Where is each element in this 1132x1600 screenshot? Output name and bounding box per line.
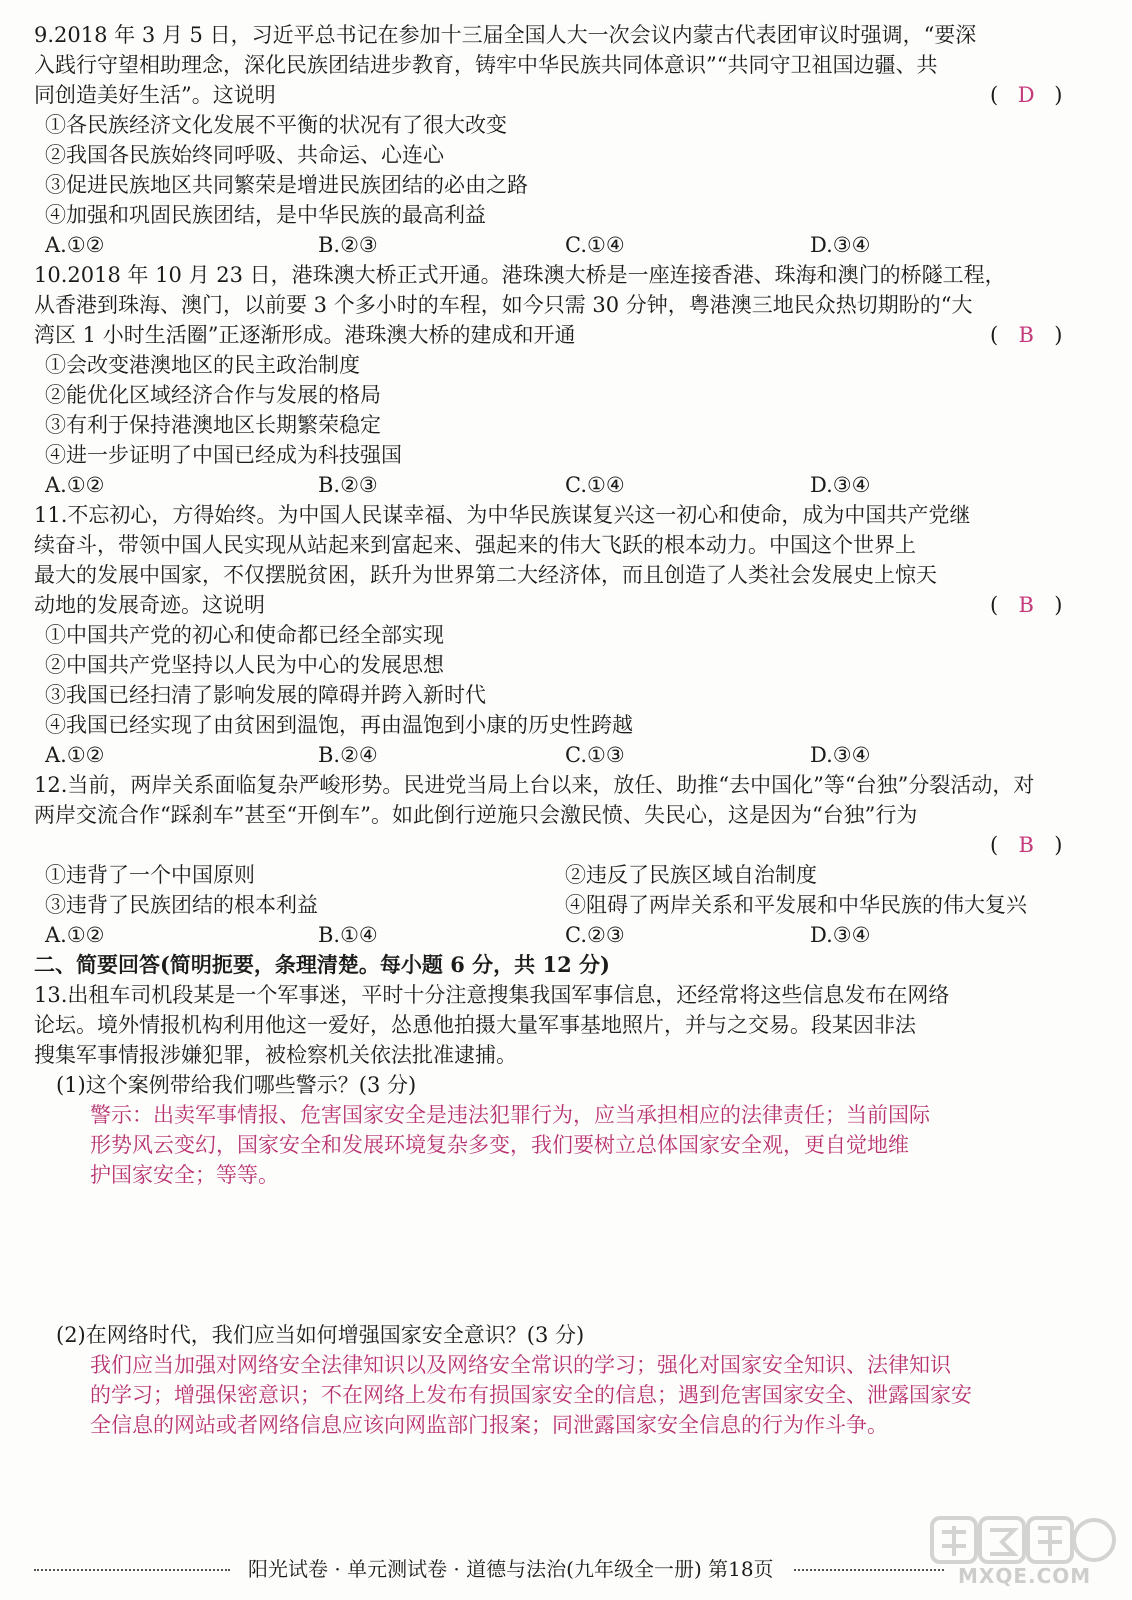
choice-d: D.③④: [810, 923, 871, 947]
q10-stem-line: 从香港到珠海、澳门，以前要 3 个多小时的车程，如今只需 30 分钟，粤港澳三地民众热切期盼的“大: [34, 293, 973, 317]
choice-b: B.②③: [318, 473, 378, 497]
choice-c: C.①③: [565, 743, 625, 767]
q10-option: ②能优化区域经济合作与发展的格局: [45, 383, 381, 407]
choice-b: B.①④: [318, 923, 378, 947]
q10-stem-line: 10.2018 年 10 月 23 日，港珠澳大桥正式开通。港珠澳大桥是一座连接香港、珠海和澳门的桥隧工程，: [34, 263, 1006, 287]
q13-answer-2-line: 全信息的网站或者网络信息应该向网监部门报案；同泄露国家安全信息的行为作斗争。: [90, 1413, 888, 1437]
choice-c: C.②③: [565, 923, 625, 947]
q10-answer: B: [1018, 323, 1034, 347]
choice-a: A.①②: [45, 743, 105, 767]
q9-option: ②我国各民族始终同呼吸、共命运、心连心: [45, 143, 444, 167]
choice-a: A.①②: [45, 473, 105, 497]
q9-option: ④加强和巩固民族团结，是中华民族的最高利益: [45, 203, 486, 227]
q13-answer-1-line: 护国家安全；等等。: [90, 1163, 279, 1187]
footer-divider: [794, 1569, 944, 1571]
choice-c: C.①④: [565, 233, 625, 257]
q11-option: ①中国共产党的初心和使命都已经全部实现: [45, 623, 444, 647]
q11-answer-bracket: ( B ): [990, 590, 1062, 620]
q12-answer: B: [1018, 833, 1034, 857]
q12-stem-line: 12.当前，两岸关系面临复杂严峻形势。民进党当局上台以来，放任、助推“去中国化”等“台独”分裂活动，对: [34, 773, 1035, 797]
q11-stem-line: 动地的发展奇迹。这说明: [34, 593, 265, 617]
q9-stem-line: 入践行守望相助理念，深化民族团结进步教育，铸牢中华民族共同体意识”“共同守卫祖国边疆、共: [34, 53, 938, 77]
choice-a: A.①②: [45, 923, 105, 947]
q9-option: ③促进民族地区共同繁荣是增进民族团结的必由之路: [45, 173, 528, 197]
q13-answer-1-line: 警示：出卖军事情报、危害国家安全是违法犯罪行为，应当承担相应的法律责任；当前国际: [90, 1103, 930, 1127]
choice-c: C.①④: [565, 473, 625, 497]
q11-option: ④我国已经实现了由贫困到温饱，再由温饱到小康的历史性跨越: [45, 713, 633, 737]
section-heading: 二、简要回答(简明扼要，条理清楚。每小题 6 分，共 12 分): [34, 952, 610, 977]
q13-subquestion-1: (1)这个案例带给我们哪些警示？(3 分): [56, 1073, 417, 1097]
q13-answer-2-line: 的学习；增强保密意识；不在网络上发布有损国家安全的信息；遇到危害国家安全、泄露国家安: [90, 1383, 972, 1407]
choice-b: B.②③: [318, 233, 378, 257]
q9-stem-line: 9.2018 年 3 月 5 日，习近平总书记在参加十三届全国人大一次会议内蒙古代表团审议时强调，“要深: [34, 23, 977, 47]
choice-a: A.①②: [45, 233, 105, 257]
q9-answer: D: [1017, 83, 1035, 107]
watermark-url: MXQE.COM: [958, 1564, 1092, 1588]
q13-stem-line: 论坛。境外情报机构利用他这一爱好，怂恿他拍摄大量军事基地照片，并与之交易。段某因非法: [34, 1013, 916, 1037]
q10-option: ③有利于保持港澳地区长期繁荣稳定: [45, 413, 381, 437]
q13-answer-1-line: 形势风云变幻，国家安全和发展环境复杂多变，我们要树立总体国家安全观，更自觉地维: [90, 1133, 909, 1157]
q9-option: ①各民族经济文化发展不平衡的状况有了很大改变: [45, 113, 507, 137]
q12-option: ②违反了民族区域自治制度: [565, 863, 817, 887]
q10-option: ①会改变港澳地区的民主政治制度: [45, 353, 360, 377]
q11-stem-line: 续奋斗，带领中国人民实现从站起来到富起来、强起来的伟大飞跃的根本动力。中国这个世界上: [34, 533, 916, 557]
q12-option: ③违背了民族团结的根本利益: [45, 893, 318, 917]
choice-d: D.③④: [810, 233, 871, 257]
q13-answer-2-line: 我们应当加强对网络安全法律知识以及网络安全常识的学习；强化对国家安全知识、法律知识: [90, 1353, 951, 1377]
q11-answer: B: [1018, 593, 1034, 617]
q12-option: ①违背了一个中国原则: [45, 863, 255, 887]
q11-stem-line: 11.不忘初心，方得始终。为中国人民谋幸福、为中华民族谋复兴这一初心和使命，成为中国共产党继: [34, 503, 971, 527]
choice-b: B.②④: [318, 743, 378, 767]
q9-answer-bracket: ( D ): [990, 80, 1062, 110]
choice-d: D.③④: [810, 473, 871, 497]
q9-stem-line: 同创造美好生活”。这说明: [34, 83, 276, 107]
q10-option: ④进一步证明了中国已经成为科技强国: [45, 443, 402, 467]
q13-subquestion-2: (2)在网络时代，我们应当如何增强国家安全意识？(3 分): [56, 1323, 585, 1347]
q11-option: ②中国共产党坚持以人民为中心的发展思想: [45, 653, 444, 677]
q12-option: ④阻碍了两岸关系和平发展和中华民族的伟大复兴: [565, 893, 1027, 917]
q10-stem-line: 湾区 1 小时生活圈”正逐渐形成。港珠澳大桥的建成和开通: [34, 323, 576, 347]
q13-stem-line: 13.出租车司机段某是一个军事迷，平时十分注意搜集我国军事信息，还经常将这些信息发布在网络: [34, 983, 950, 1007]
page-footer: [34, 1554, 1104, 1584]
footer-text: 阳光试卷 · 单元测试卷 · 道德与法治(九年级全一册) 第18页: [248, 1557, 774, 1581]
q12-answer-bracket: ( B ): [990, 830, 1062, 860]
q13-stem-line: 搜集军事情报涉嫌犯罪，被检察机关依法批准逮捕。: [34, 1043, 517, 1067]
q10-answer-bracket: ( B ): [990, 320, 1062, 350]
q12-stem-line: 两岸交流合作“踩刹车”甚至“开倒车”。如此倒行逆施只会激民愤、失民心，这是因为“台独”行为: [34, 803, 918, 827]
q11-option: ③我国已经扫清了影响发展的障碍并跨入新时代: [45, 683, 486, 707]
footer-divider: [34, 1569, 230, 1571]
q11-stem-line: 最大的发展中国家，不仅摆脱贫困，跃升为世界第二大经济体，而且创造了人类社会发展史上惊天: [34, 563, 937, 587]
choice-d: D.③④: [810, 743, 871, 767]
